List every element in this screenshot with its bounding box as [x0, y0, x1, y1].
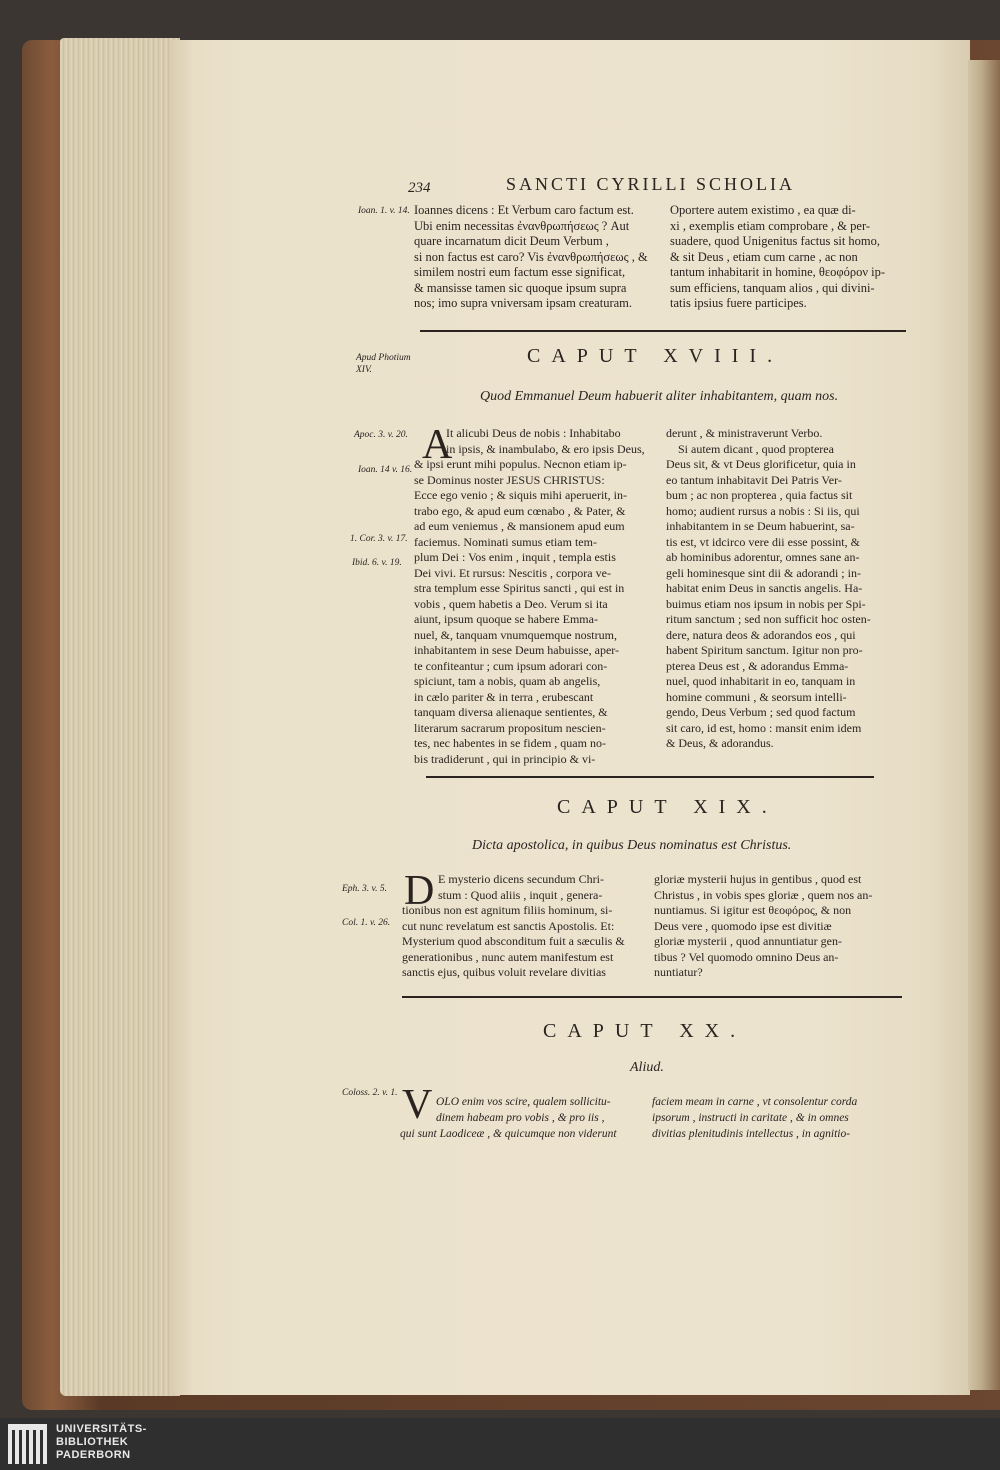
margin-note: 1. Cor. 3. v. 17.: [350, 534, 408, 544]
text-line: nuntiatur?: [654, 965, 703, 979]
text-line: gloriæ mysterii , quod annuntiatur gen-: [654, 934, 842, 948]
text-line: buimus etiam nos ipsum in nobis per Spi-: [666, 596, 866, 611]
text-line: ab hominibus adorentur, omnes sane an-: [666, 550, 860, 564]
margin-note: Col. 1. v. 26.: [342, 918, 391, 928]
text-line: gloriæ mysterii hujus in gentibus , quod est: [654, 872, 862, 886]
caput20-left-column: [400, 1094, 644, 1142]
text-line: & sit Deus , etiam cum carne , ac non: [670, 249, 858, 264]
text-line: sit caro, id est, homo : mansit enim idem: [666, 720, 862, 735]
text-line: Oportere autem existimo , ea quæ di-: [670, 203, 856, 217]
text-line: sanctis ejus, quibus voluit revelare divitias: [402, 965, 606, 979]
text-line: sum efficiens, tanquam alios , qui divini-: [670, 280, 875, 295]
caput19-right-column: [654, 872, 894, 981]
logo-line: UNIVERSITÄTS-: [56, 1423, 147, 1435]
text-line: bis tradiderunt , qui in principio & vi-: [414, 751, 596, 766]
text-line: xi , exemplis etiam comprobare , & per-: [670, 218, 871, 233]
text-line: faciem meam in carne , vt consolentur corda: [652, 1096, 858, 1108]
margin-note: Coloss. 2. v. 1.: [342, 1088, 398, 1098]
chapter-subtitle: Quod Emmanuel Deum habuerit aliter inhabitantem, quam nos.: [480, 389, 839, 404]
text-line: & ipsi erunt mihi populus. Necnon etiam ip-: [414, 457, 627, 471]
caput18-left-column: [414, 422, 658, 767]
text-line: nuntiamus. Si igitur est θεοφόρος, & non: [654, 903, 852, 917]
text-line: tanquam diversa alienaque sentientes, &: [414, 705, 608, 719]
margin-note: Ioan. 1. v. 14.: [358, 206, 410, 216]
top-right-column: [670, 203, 910, 312]
library-logo: [8, 1420, 178, 1468]
text-line: literarum sacrarum propositum nescien-: [414, 720, 606, 735]
text-line: tantum inhabitarit in homine, θεοφόρον ip-: [670, 265, 886, 279]
margin-note-line: Apud Photium: [356, 353, 411, 363]
page-edges: [60, 38, 180, 1396]
section-rule: [402, 996, 902, 998]
margin-note-line: XIV.: [356, 365, 372, 375]
text-line: Ioannes dicens : Et Verbum caro factum est.: [414, 203, 634, 217]
caput19-left-column: [402, 868, 646, 981]
caput18-right-column: [666, 426, 904, 752]
text-line: inhabitantem in sese Deum habuisse, aper-: [414, 643, 620, 657]
logo-line: PADERBORN: [56, 1449, 131, 1461]
text-line: spiciunt, tam a nobis, quam ab angelis,: [414, 674, 601, 688]
section-rule: [426, 776, 874, 778]
text-line: tibus ? Vel quomodo omnino Deus an-: [654, 949, 839, 964]
text-line: gendo, Deus Verbum ; sed quod factum: [666, 705, 856, 719]
text-line: Deus vere , quomodo ipse est divitiæ: [654, 918, 832, 933]
text-line: tatis ipsius fuere participes.: [670, 296, 807, 310]
text-line: homine communi , & seorsum intelli-: [666, 689, 847, 704]
drop-cap: A: [422, 422, 453, 468]
text-line: homo; audient rursus a nobis : Si iis, qui: [666, 503, 860, 518]
text-line: se Dominus noster JESUS CHRISTUS:: [414, 472, 605, 487]
page-number: 234: [408, 180, 431, 196]
top-left-column: [414, 203, 664, 312]
text-line: ad eum veniemus , & mansionem apud eum: [414, 519, 625, 533]
text-line: trabo ego, & apud eum cœnabo , & Pater, &: [414, 503, 626, 518]
chapter-subtitle: Aliud.: [630, 1060, 664, 1075]
text-line: stra templum esse Spiritus sancti , qui est in: [414, 581, 625, 595]
text-line: Mysterium quod absconditum fuit a sæculis &: [402, 934, 625, 948]
text-line: Deus sit, & vt Deus glorificetur, quia in: [666, 457, 856, 471]
text-line: vobis , quem habetis a Deo. Verum si ita: [414, 596, 608, 611]
text-line: habent Spiritum sanctum. Igitur non pro-: [666, 643, 863, 657]
text-line: si non factus est caro? Vis ἐνανθρωπήσεως , &: [414, 249, 648, 264]
text-line: tes, nec habentes in se fidem , quam no-: [414, 736, 606, 750]
text-line: in cælo pariter & in terra , erubescant: [414, 689, 594, 704]
text-line: bum ; ac non propterea , quia factus sit: [666, 488, 853, 502]
text-line: generationibus , nunc autem manifestum est: [402, 949, 614, 964]
margin-note: Eph. 3. v. 5.: [342, 884, 387, 894]
text-line: aiunt, ipsum quoque se habere Emma-: [414, 612, 598, 626]
text-line: plum Dei : Vos enim , inquit , templa estis: [414, 550, 616, 564]
drop-cap: D: [404, 868, 435, 914]
running-head: [408, 174, 878, 202]
text-line: & mansisse tamen sic quoque ipsum supra: [414, 280, 627, 295]
text-line: eo tantum inhabitavit Dei Patris Ver-: [666, 472, 842, 487]
caput20-right-column: [652, 1094, 896, 1142]
library-logo-text: [56, 1423, 147, 1462]
text-line: nos; imo supra vniversam ipsam creaturam.: [414, 296, 632, 310]
margin-note: Ioan. 14 v. 16.: [358, 465, 413, 475]
text-line: suadere, quod Unigenitus factus sit homo,: [670, 234, 881, 248]
margin-note: Apoc. 3. v. 20.: [354, 430, 408, 440]
text-line: nuel, quod inhabitarit in eo, tanquam in: [666, 674, 856, 688]
text-line: E mysterio dicens secundum Chri-: [438, 872, 604, 886]
chapter-subtitle: Dicta apostolica, in quibus Deus nominatus est Christus.: [472, 838, 792, 853]
text-line: qui sunt Laodiceæ , & quicumque non viderunt: [400, 1128, 617, 1140]
chapter-heading: CAPUT XVIII.: [527, 345, 784, 367]
text-line: OLO enim vos scire, qualem sollicitu-: [436, 1096, 611, 1108]
text-line: ipsorum , instructi in caritate , & in omnes: [652, 1112, 849, 1124]
text-line: te confiteantur ; cum ipsum adorari con-: [414, 658, 608, 673]
chapter-heading: CAPUT XIX.: [557, 796, 778, 818]
text-line: dinem habeam pro vobis , & pro iis ,: [436, 1112, 605, 1124]
text-line: derunt , & ministraverunt Verbo.: [666, 426, 823, 440]
logo-line: BIBLIOTHEK: [56, 1436, 129, 1448]
text-line: quare incarnatum dicit Deum Verbum ,: [414, 234, 609, 248]
text-line: Christus , in vobis spes gloriæ , quem nos an-: [654, 887, 873, 902]
text-line: cut nunc revelatum est sanctis Apostolis. Et:: [402, 918, 615, 933]
text-line: habitat enim Deus in sanctis angelis. Ha-: [666, 581, 863, 595]
text-line: Ubi enim necessitas ἐνανθρωπήσεως ? Aut: [414, 218, 630, 233]
margin-note: [356, 352, 411, 376]
text-line: faciemus. Nominati sumus etiam tem-: [414, 534, 597, 549]
text-line: similem nostri eum factum esse significat,: [414, 265, 626, 279]
text-line: stum : Quod aliis , inquit , genera-: [438, 887, 603, 902]
facing-page-edge: [968, 60, 1000, 1390]
section-rule: [420, 330, 906, 332]
text-line: nuel, &, tanquam vnumquemque nostrum,: [414, 627, 617, 642]
running-title: SANCTI CYRILLI SCHOLIA: [506, 174, 795, 194]
text-line: tis est, vt idcirco vere dii esse possint, &: [666, 534, 860, 549]
margin-note: Ibid. 6. v. 19.: [352, 558, 402, 568]
text-line: tionibus non est agnitum filiis hominum, si-: [402, 903, 613, 917]
text-line: Ecce ego venio ; & siquis mihi aperuerit, in-: [414, 488, 627, 502]
text-line: geli hominesque sint dii & adorandi ; in-: [666, 565, 861, 580]
text-line: inhabitantem in se Deum habuerint, sa-: [666, 519, 855, 533]
drop-cap: V: [402, 1082, 433, 1128]
text-line: ritum sanctum ; sed non sufficit hoc osten-: [666, 612, 871, 626]
library-logo-icon: [8, 1424, 50, 1464]
text-line: & Deus, & adorandus.: [666, 736, 774, 750]
text-line: dere, natura deos & adorandos eos , qui: [666, 627, 856, 642]
text-line: in ipsis, & inambulabo, & ero ipsis Deus,: [446, 441, 645, 456]
text-line: Dei vivi. Et rursus: Nescitis , corpora ve-: [414, 565, 611, 580]
text-line: Si autem dicant , quod propterea: [678, 441, 834, 456]
chapter-heading: CAPUT XX.: [543, 1020, 747, 1042]
text-line: divitias plenitudinis intellectus , in agnitio-: [652, 1128, 851, 1140]
text-line: It alicubi Deus de nobis : Inhabitabo: [446, 426, 621, 440]
text-line: pterea Deus est , & adorandus Emma-: [666, 658, 849, 673]
